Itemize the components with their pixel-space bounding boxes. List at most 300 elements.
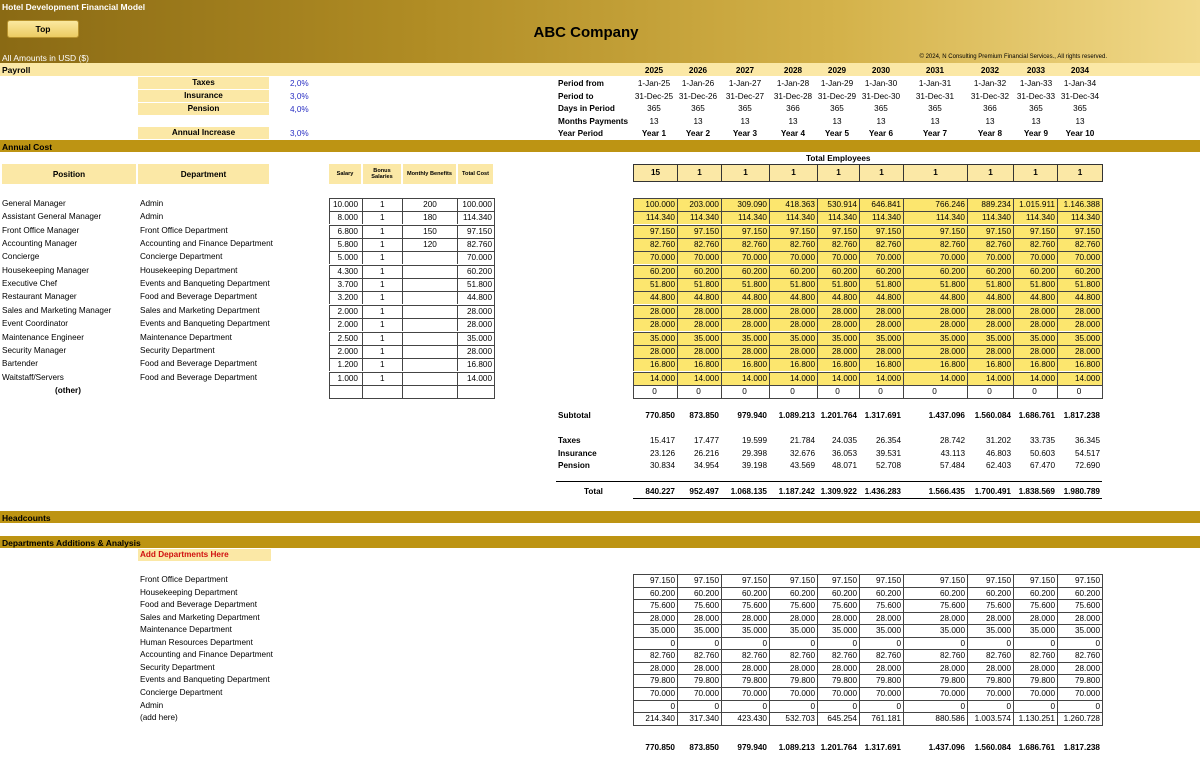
staff-year-cell: 82.760 (859, 238, 903, 251)
staff-salary-cell[interactable]: 8.000 (329, 211, 362, 224)
period-cell: 365 (874, 104, 888, 113)
staff-year-cell: 16.800 (817, 358, 859, 371)
staff-year-cell: 16.800 (677, 358, 721, 371)
staff-year-cell: 766.246 (903, 198, 967, 211)
period-cell: Year 3 (732, 129, 758, 138)
department-year-cell: 70.000 (633, 687, 677, 700)
staff-salary-cell[interactable]: 1.000 (329, 372, 362, 385)
period-cell: Year 10 (1065, 129, 1095, 138)
staff-benefits-cell[interactable]: 180 (402, 211, 457, 224)
year-header: 2028 (783, 66, 803, 75)
department-year-cell: 28.000 (1057, 662, 1102, 675)
department-year-cell: 28.000 (1013, 612, 1057, 625)
staff-year-cell: 0 (903, 385, 967, 398)
staff-year-cell: 82.760 (769, 238, 817, 251)
staff-year-cell: 28.000 (677, 345, 721, 358)
staff-year-cell: 44.800 (721, 291, 769, 304)
staff-salary-cell[interactable] (329, 385, 362, 398)
period-row-label: Days in Period (558, 104, 615, 113)
staff-salary-cell[interactable]: 5.800 (329, 238, 362, 251)
summary-value: 62.403 (985, 461, 1011, 470)
staff-year-cell: 44.800 (1013, 291, 1057, 304)
department-year-cell: 28.000 (1057, 612, 1102, 625)
department-name: Accounting and Finance Department (140, 650, 273, 659)
staff-year-cell: 70.000 (677, 251, 721, 264)
department-year-cell: 28.000 (677, 612, 721, 625)
staff-salary-cell[interactable]: 10.000 (329, 198, 362, 211)
department-year-cell: 28.000 (633, 662, 677, 675)
staff-total-cell[interactable]: 70.000 (457, 251, 494, 264)
staff-year-cell: 28.000 (817, 318, 859, 331)
department-cell: Sales and Marketing Department (140, 306, 260, 315)
staff-total-cell[interactable]: 82.760 (457, 238, 494, 251)
staff-salary-cell[interactable]: 3.200 (329, 291, 362, 304)
department-year-cell: 75.600 (967, 599, 1013, 612)
staff-benefits-cell[interactable] (402, 251, 457, 264)
summary-value: 1.700.491 (974, 487, 1011, 496)
staff-year-cell: 35.000 (859, 332, 903, 345)
period-cell: 13 (876, 117, 886, 126)
departments-total-value: 979.940 (737, 743, 767, 752)
department-year-cell: 97.150 (1013, 574, 1057, 587)
department-year-cell: 75.600 (1013, 599, 1057, 612)
summary-value: 54.517 (1074, 449, 1100, 458)
staff-year-cell: 97.150 (721, 225, 769, 238)
staff-year-cell: 35.000 (633, 332, 677, 345)
staff-year-cell: 889.234 (967, 198, 1013, 211)
period-cell: 365 (691, 104, 705, 113)
staff-bonus-cell[interactable]: 1 (362, 251, 402, 264)
summary-label: Insurance (558, 449, 597, 458)
period-cell: 365 (928, 104, 942, 113)
staff-bonus-cell[interactable]: 1 (362, 291, 402, 304)
departments-total-value: 1.437.096 (928, 743, 965, 752)
staff-year-cell: 14.000 (859, 372, 903, 385)
summary-label: Total (584, 487, 603, 496)
year-header: 2034 (1070, 66, 1090, 75)
staff-year-cell: 70.000 (721, 251, 769, 264)
staff-benefits-cell[interactable] (402, 332, 457, 345)
department-year-cell: 60.200 (817, 587, 859, 600)
period-cell: 365 (647, 104, 661, 113)
staff-year-cell: 114.340 (903, 211, 967, 224)
summary-value: 29.398 (741, 449, 767, 458)
summary-value: 1.436.283 (864, 487, 901, 496)
summary-value: 15.417 (649, 436, 675, 445)
departments-title: Departments Additions & Analysis (2, 538, 141, 548)
department-year-cell: 645.254 (817, 712, 859, 725)
position-cell: Security Manager (2, 346, 67, 355)
staff-year-cell: 60.200 (677, 265, 721, 278)
staff-year-cell: 114.340 (633, 211, 677, 224)
summary-value: 952.497 (689, 487, 719, 496)
param-value-taxes[interactable]: 2,0% (290, 79, 309, 88)
department-year-cell: 70.000 (769, 687, 817, 700)
department-year-cell: 70.000 (721, 687, 769, 700)
staff-bonus-cell[interactable]: 1 (362, 332, 402, 345)
department-cell: Events and Banqueting Department (140, 319, 270, 328)
department-year-cell: 28.000 (859, 612, 903, 625)
staff-benefits-cell[interactable]: 150 (402, 225, 457, 238)
department-year-cell: 97.150 (859, 574, 903, 587)
department-year-cell: 79.800 (633, 674, 677, 687)
staff-year-cell: 114.340 (859, 211, 903, 224)
department-year-cell: 60.200 (859, 587, 903, 600)
department-name: Admin (140, 701, 164, 710)
total-underline (556, 481, 1102, 482)
staff-year-cell: 35.000 (769, 332, 817, 345)
staff-year-cell: 97.150 (1013, 225, 1057, 238)
department-year-cell: 75.600 (1057, 599, 1102, 612)
department-year-cell: 0 (967, 637, 1013, 650)
department-year-cell: 214.340 (633, 712, 677, 725)
total-employees-cell: 1 (903, 164, 968, 182)
annual-cost-title: Annual Cost (2, 142, 53, 152)
staff-year-cell: 44.800 (677, 291, 721, 304)
staff-total-cell[interactable]: 16.800 (457, 358, 494, 371)
staff-benefits-cell[interactable] (402, 385, 457, 398)
staff-year-cell: 28.000 (633, 345, 677, 358)
staff-year-cell: 14.000 (967, 372, 1013, 385)
staff-bonus-cell[interactable]: 1 (362, 225, 402, 238)
period-cell: Year 9 (1023, 129, 1049, 138)
staff-total-cell[interactable]: 28.000 (457, 345, 494, 358)
staff-benefits-cell[interactable] (402, 265, 457, 278)
staff-salary-cell[interactable]: 2.000 (329, 345, 362, 358)
staff-bonus-cell[interactable]: 1 (362, 318, 402, 331)
staff-salary-cell[interactable]: 5.000 (329, 251, 362, 264)
department-year-cell: 60.200 (769, 587, 817, 600)
staff-year-cell: 14.000 (677, 372, 721, 385)
staff-benefits-cell[interactable] (402, 345, 457, 358)
department-year-cell: 97.150 (1057, 574, 1102, 587)
staff-year-cell: 51.800 (1013, 278, 1057, 291)
position-cell: Waitstaff/Servers (2, 373, 64, 382)
department-year-cell: 35.000 (1013, 624, 1057, 637)
department-year-cell: 97.150 (903, 574, 967, 587)
staff-year-cell: 14.000 (1013, 372, 1057, 385)
department-year-cell: 79.800 (817, 674, 859, 687)
staff-year-cell: 14.000 (769, 372, 817, 385)
summary-value: 43.113 (940, 449, 965, 458)
staff-year-cell: 82.760 (817, 238, 859, 251)
period-cell: 1-Jan-32 (973, 79, 1007, 88)
department-year-cell: 0 (677, 637, 721, 650)
summary-value: 72.690 (1074, 461, 1100, 470)
department-year-cell: 0 (903, 637, 967, 650)
staff-total-cell[interactable]: 28.000 (457, 318, 494, 331)
department-year-cell: 0 (633, 700, 677, 713)
department-cell: Events and Banqueting Department (140, 279, 270, 288)
department-cell: Admin (140, 212, 164, 221)
staff-year-cell: 0 (1013, 385, 1057, 398)
staff-bonus-cell[interactable] (362, 385, 402, 398)
period-cell: Year 8 (977, 129, 1003, 138)
summary-value: 39.198 (741, 461, 767, 470)
staff-year-cell: 28.000 (677, 318, 721, 331)
position-cell: Accounting Manager (2, 239, 78, 248)
department-cell: Front Office Department (140, 226, 228, 235)
department-year-cell: 75.600 (769, 599, 817, 612)
period-cell: Year 2 (685, 129, 711, 138)
staff-total-cell[interactable]: 60.200 (457, 265, 494, 278)
summary-value: 1.068.135 (730, 487, 767, 496)
staff-benefits-cell[interactable] (402, 372, 457, 385)
department-year-cell: 79.800 (1013, 674, 1057, 687)
staff-total-cell[interactable] (457, 385, 494, 398)
staff-benefits-cell[interactable] (402, 305, 457, 318)
departments-total-value: 1.317.691 (864, 743, 901, 752)
staff-bonus-cell[interactable]: 1 (362, 198, 402, 211)
department-year-cell: 60.200 (721, 587, 769, 600)
period-cell: 13 (649, 117, 659, 126)
department-year-cell: 97.150 (967, 574, 1013, 587)
department-year-cell: 79.800 (677, 674, 721, 687)
payroll-title: Payroll (2, 65, 31, 75)
staff-benefits-cell[interactable] (402, 318, 457, 331)
department-year-cell: 35.000 (859, 624, 903, 637)
period-cell: 13 (1075, 117, 1085, 126)
staff-salary-cell[interactable]: 2.000 (329, 318, 362, 331)
summary-value: 19.599 (741, 436, 767, 445)
top-button[interactable]: Top (7, 20, 79, 38)
add-departments-link[interactable]: Add Departments Here (138, 549, 271, 561)
staff-year-cell: 0 (859, 385, 903, 398)
department-year-cell: 79.800 (967, 674, 1013, 687)
staff-bonus-cell[interactable]: 1 (362, 372, 402, 385)
department-year-cell: 0 (1013, 637, 1057, 650)
staff-total-cell[interactable]: 51.800 (457, 278, 494, 291)
staff-salary-cell[interactable]: 2.000 (329, 305, 362, 318)
period-cell: 13 (832, 117, 842, 126)
summary-value: 1.566.435 (928, 487, 965, 496)
staff-salary-cell[interactable]: 4.300 (329, 265, 362, 278)
staff-bonus-cell[interactable]: 1 (362, 305, 402, 318)
department-year-cell: 0 (633, 637, 677, 650)
period-row-label: Period from (558, 79, 604, 88)
param-value-insurance[interactable]: 3,0% (290, 92, 309, 101)
staff-year-cell: 14.000 (817, 372, 859, 385)
summary-value: 1.980.789 (1063, 487, 1100, 496)
department-year-cell: 0 (859, 637, 903, 650)
staff-year-cell: 82.760 (721, 238, 769, 251)
department-year-cell: 0 (817, 637, 859, 650)
period-cell: 13 (985, 117, 995, 126)
staff-year-cell: 82.760 (1013, 238, 1057, 251)
staff-salary-cell[interactable]: 3.700 (329, 278, 362, 291)
staff-year-cell: 51.800 (769, 278, 817, 291)
staff-year-cell: 60.200 (1057, 265, 1102, 278)
summary-label: Taxes (558, 436, 581, 445)
departments-total-value: 1.817.238 (1063, 743, 1100, 752)
department-cell: Food and Beverage Department (140, 373, 257, 382)
staff-year-cell: 70.000 (769, 251, 817, 264)
period-cell: 31-Dec-32 (970, 92, 1010, 101)
department-year-cell: 97.150 (633, 574, 677, 587)
summary-value: 1.838.569 (1018, 487, 1055, 496)
period-cell: 1-Jan-25 (637, 79, 671, 88)
position-cell: Housekeeping Manager (2, 266, 89, 275)
staff-benefits-cell[interactable] (402, 291, 457, 304)
staff-year-cell: 82.760 (1057, 238, 1102, 251)
department-year-cell: 75.600 (677, 599, 721, 612)
period-cell: 31-Dec-33 (1016, 92, 1056, 101)
summary-value: 28.742 (939, 436, 965, 445)
staff-year-cell: 60.200 (1013, 265, 1057, 278)
summary-value: 32.676 (789, 449, 815, 458)
summary-value: 1.686.761 (1018, 411, 1055, 420)
staff-year-cell: 114.340 (721, 211, 769, 224)
staff-year-cell: 28.000 (817, 305, 859, 318)
staff-year-cell: 16.800 (1057, 358, 1102, 371)
period-cell: 1-Jan-33 (1019, 79, 1053, 88)
param-value-pension[interactable]: 4,0% (290, 105, 309, 114)
staff-total-cell[interactable]: 97.150 (457, 225, 494, 238)
staff-benefits-cell[interactable] (402, 358, 457, 371)
staff-benefits-cell[interactable]: 200 (402, 198, 457, 211)
staff-year-cell: 28.000 (859, 345, 903, 358)
department-year-cell: 60.200 (1057, 587, 1102, 600)
summary-value: 1.817.238 (1063, 411, 1100, 420)
staff-year-cell: 530.914 (817, 198, 859, 211)
staff-year-cell: 97.150 (769, 225, 817, 238)
staff-year-cell: 60.200 (967, 265, 1013, 278)
department-cell: Food and Beverage Department (140, 292, 257, 301)
department-year-cell: 75.600 (903, 599, 967, 612)
staff-year-cell: 28.000 (1013, 305, 1057, 318)
department-year-cell: 82.760 (721, 649, 769, 662)
staff-salary-cell[interactable]: 2.500 (329, 332, 362, 345)
staff-benefits-cell[interactable]: 120 (402, 238, 457, 251)
staff-year-cell: 28.000 (721, 345, 769, 358)
total-double-underline (633, 498, 1102, 499)
staff-year-cell: 44.800 (967, 291, 1013, 304)
period-cell: 13 (788, 117, 798, 126)
model-title: Hotel Development Financial Model (2, 2, 146, 12)
department-year-cell: 0 (1057, 637, 1102, 650)
period-cell: 1-Jan-26 (681, 79, 715, 88)
period-cell: 1-Jan-27 (728, 79, 762, 88)
staff-year-cell: 16.800 (633, 358, 677, 371)
staff-salary-cell[interactable]: 6.800 (329, 225, 362, 238)
staff-total-cell[interactable]: 114.340 (457, 211, 494, 224)
department-year-cell: 1.130.251 (1013, 712, 1057, 725)
department-year-cell: 60.200 (633, 587, 677, 600)
staff-salary-cell[interactable]: 1.200 (329, 358, 362, 371)
staff-bonus-cell[interactable]: 1 (362, 358, 402, 371)
department-year-cell: 35.000 (817, 624, 859, 637)
staff-year-cell: 114.340 (1057, 211, 1102, 224)
staff-bonus-cell[interactable]: 1 (362, 211, 402, 224)
staff-total-cell[interactable]: 100.000 (457, 198, 494, 211)
staff-year-cell: 97.150 (817, 225, 859, 238)
staff-year-cell: 70.000 (633, 251, 677, 264)
department-year-cell: 60.200 (1013, 587, 1057, 600)
period-cell: Year 1 (641, 129, 667, 138)
staff-year-cell: 0 (769, 385, 817, 398)
department-year-cell: 0 (769, 637, 817, 650)
staff-year-cell: 51.800 (1057, 278, 1102, 291)
summary-value: 1.560.084 (974, 411, 1011, 420)
department-year-cell: 28.000 (817, 612, 859, 625)
period-cell: Year 6 (868, 129, 894, 138)
year-header: 2025 (644, 66, 664, 75)
amounts-label: All Amounts in USD ($) (2, 53, 89, 63)
period-cell: 1-Jan-30 (864, 79, 898, 88)
staff-year-cell: 60.200 (769, 265, 817, 278)
staff-benefits-cell[interactable] (402, 278, 457, 291)
staff-year-cell: 646.841 (859, 198, 903, 211)
staff-year-cell: 35.000 (967, 332, 1013, 345)
staff-total-cell[interactable]: 28.000 (457, 305, 494, 318)
header-banner (0, 0, 1200, 63)
period-cell: 13 (740, 117, 750, 126)
staff-year-cell: 28.000 (967, 318, 1013, 331)
position-cell: General Manager (2, 199, 66, 208)
summary-value: 24.035 (831, 436, 857, 445)
summary-label: Subtotal (558, 411, 591, 420)
staff-year-cell: 51.800 (903, 278, 967, 291)
staff-bonus-cell[interactable]: 1 (362, 345, 402, 358)
staff-year-cell: 16.800 (967, 358, 1013, 371)
staff-year-cell: 114.340 (677, 211, 721, 224)
staff-year-cell: 44.800 (1057, 291, 1102, 304)
department-year-cell: 0 (677, 700, 721, 713)
staff-year-cell: 14.000 (903, 372, 967, 385)
period-cell: 31-Dec-30 (861, 92, 901, 101)
staff-year-cell: 70.000 (817, 251, 859, 264)
staff-bonus-cell[interactable]: 1 (362, 265, 402, 278)
param-value-annual-increase[interactable]: 3,0% (290, 129, 309, 138)
monthly-benefits-header: Monthly Benefits (403, 164, 456, 184)
departments-band (0, 536, 1200, 548)
staff-year-cell: 97.150 (633, 225, 677, 238)
staff-year-cell: 28.000 (903, 305, 967, 318)
period-cell: 1-Jan-29 (820, 79, 854, 88)
staff-total-cell[interactable]: 44.800 (457, 291, 494, 304)
staff-year-cell: 14.000 (1057, 372, 1102, 385)
department-cell: Security Department (140, 346, 215, 355)
total-employees-cell: 1 (769, 164, 818, 182)
year-header: 2029 (827, 66, 847, 75)
period-cell: Year 7 (922, 129, 948, 138)
department-year-cell: 28.000 (967, 612, 1013, 625)
staff-total-cell[interactable]: 14.000 (457, 372, 494, 385)
summary-value: 57.484 (939, 461, 965, 470)
staff-year-cell: 28.000 (1057, 318, 1102, 331)
department-year-cell: 0 (1013, 700, 1057, 713)
param-label-annual-increase: Annual Increase (138, 127, 269, 139)
staff-bonus-cell[interactable]: 1 (362, 238, 402, 251)
department-year-cell: 82.760 (1013, 649, 1057, 662)
position-cell: Sales and Marketing Manager (2, 306, 112, 315)
department-year-cell: 28.000 (721, 612, 769, 625)
summary-value: 48.071 (831, 461, 857, 470)
staff-year-cell: 51.800 (967, 278, 1013, 291)
staff-year-cell: 1.146.388 (1057, 198, 1102, 211)
position-cell: Executive Chef (2, 279, 58, 288)
department-year-cell: 82.760 (817, 649, 859, 662)
staff-year-cell: 28.000 (967, 345, 1013, 358)
staff-bonus-cell[interactable]: 1 (362, 278, 402, 291)
department-cell: Accounting and Finance Department (140, 239, 273, 248)
department-header: Department (138, 164, 269, 184)
department-year-cell: 0 (769, 700, 817, 713)
department-year-cell: 97.150 (721, 574, 769, 587)
period-cell: 13 (693, 117, 703, 126)
staff-year-cell: 60.200 (817, 265, 859, 278)
staff-total-cell[interactable]: 35.000 (457, 332, 494, 345)
